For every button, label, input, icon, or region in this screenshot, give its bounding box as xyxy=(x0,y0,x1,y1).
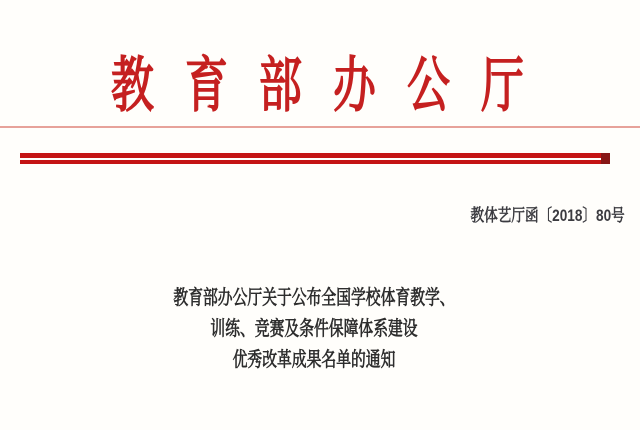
document-title xyxy=(173,283,454,376)
title-line-3: 优秀改革成果名单的通知 xyxy=(232,349,396,371)
title-line-1: 教育部办公厅关于公布全国学校体育教学、 xyxy=(173,287,455,309)
red-rule-bottom xyxy=(20,160,610,164)
faint-scan-rule xyxy=(0,126,640,128)
red-rule-top xyxy=(20,153,610,158)
letterhead xyxy=(0,50,640,122)
document-number xyxy=(432,205,625,227)
title-line-2: 训练、竞赛及条件保障体系建设 xyxy=(210,318,418,340)
document-number-text: 教体艺厅函〔2018〕80号 xyxy=(470,206,625,225)
red-rule-end-cap xyxy=(601,153,610,164)
red-double-rule xyxy=(20,153,610,164)
document-title-block xyxy=(0,283,628,376)
letterhead-title: 教育部办公厅 xyxy=(110,51,555,120)
